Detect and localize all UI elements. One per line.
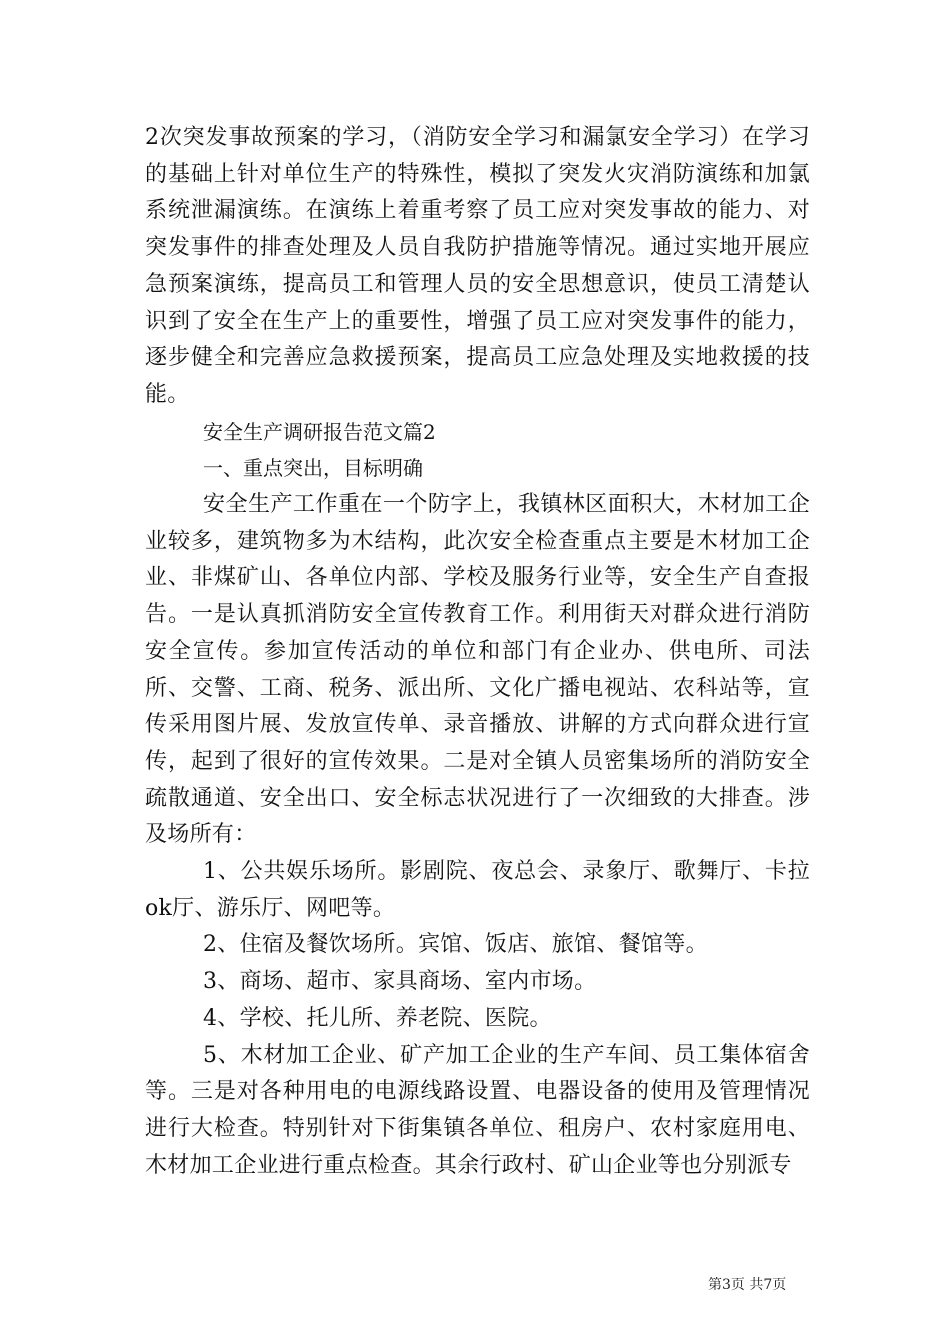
list-item-schools: 4、学校、托儿所、养老院、医院。 [203, 1005, 552, 1031]
page-indicator: 第3页 共7页 [708, 1277, 787, 1293]
subheading-key-points: 一、重点突出，目标明确 [203, 456, 423, 481]
list-item-markets: 3、商场、超市、家具商场、室内市场。 [203, 969, 597, 995]
document-body [145, 120, 810, 1184]
paragraph-safety-work: 安全生产工作重在一个防字上，我镇林区面积大，木材加工企业较多，建筑物多为木结构，此次安全检查重点主要是木材加工企业、非煤矿山、各单位内部、学校及服务行业等，安全生产自查报告。一是认真抓消防安全宣传教育工作。利用街天对群众进行消防安全宣传。参加宣传活动的单位和部门有企业办、供电所、司法所、交警、工商、税务、派出所、文化广播电视站、农科站等，宣传采用图片展、发放宣传单、录音播放、讲解的方式向群众进行宣传，起到了很好的宣传效果。二是对全镇人员密集场所的消防安全疏散通道、安全出口、安全标志状况进行了一次细致的大排查。涉及场所有： [145, 492, 810, 848]
list-item-lodging: 2、住宿及餐饮场所。宾馆、饭店、旅馆、餐馆等。 [203, 932, 708, 958]
section-title: 安全生产调研报告范文篇2 [203, 419, 436, 444]
list-item-factories: 5、木材加工企业、矿产加工企业的生产车间、员工集体宿舍等。三是对各种用电的电源线路设置、电器设备的使用及管理情况进行大检查。特别针对下街集镇各单位、租房户、农村家庭用电、木材加工企业进行重点检查。其余行政村、矿山企业等也分别派专 [145, 1042, 810, 1178]
list-item-entertainment: 1、公共娱乐场所。影剧院、夜总会、录象厅、歌舞厅、卡拉ok厅、游乐厅、网吧等。 [145, 859, 810, 921]
paragraph-emergency-drill: 2次突发事故预案的学习，（消防安全学习和漏氯安全学习）在学习的基础上针对单位生产的特殊性，模拟了突发火灾消防演练和加氯系统泄漏演练。在演练上着重考察了员工应对突发事故的能力、对突发事件的排查处理及人员自我防护措施等情况。通过实地开展应急预案演练，提高员工和管理人员的安全思想意识，使员工清楚认识到了安全在生产上的重要性，增强了员工应对突发事件的能力，逐步健全和完善应急救援预案，提高员工应急处理及实地救援的技能。 [145, 125, 810, 407]
